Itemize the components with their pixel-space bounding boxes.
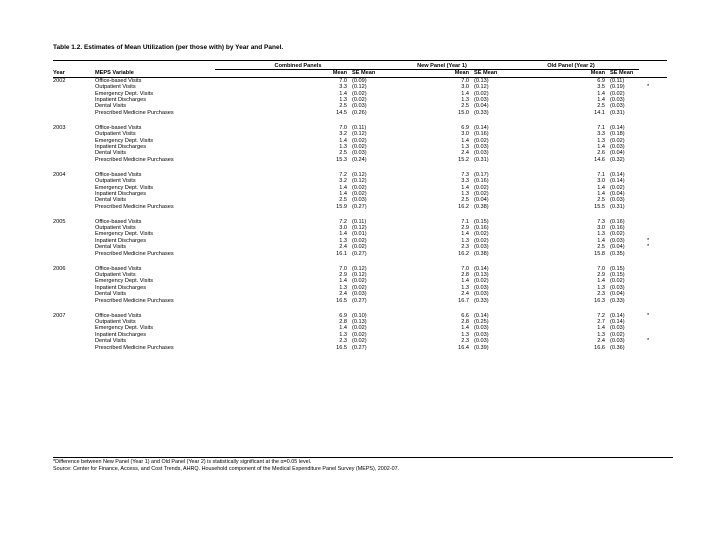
- old-panel-mean-cell: 3.5: [597, 84, 605, 91]
- source-footnote: Source: Center for Finance, Access, and Cost Trends, AHRQ. Household component of the Medical Expenditure Panel Survey (MEPS), 2002-07.: [53, 465, 400, 472]
- table-row: [53, 77, 667, 84]
- combined-mean-cell: 3.0: [339, 225, 347, 232]
- new-panel-mean-cell: 3.0: [461, 84, 469, 91]
- old-panel-se-cell: (0.36): [610, 344, 625, 351]
- new-panel-se-cell: (0.03): [474, 331, 489, 338]
- year-cell: 2007: [53, 312, 66, 319]
- old-panel-mean-cell: 2.7: [597, 318, 605, 325]
- new-panel-mean-cell: 15.2: [458, 156, 469, 163]
- new-panel-mean-cell: 1.4: [461, 137, 469, 144]
- new-panel-mean-cell: 1.4: [461, 278, 469, 285]
- variable-cell: Prescribed Medicine Purchases: [95, 156, 174, 163]
- new-panel-se-cell: (0.38): [474, 203, 489, 210]
- new-panel-se-cell: (0.03): [474, 291, 489, 298]
- new-panel-mean-cell: 6.9: [461, 124, 469, 131]
- old-panel-mean-cell: 2.5: [597, 103, 605, 110]
- variable-cell: Inpatient Discharges: [95, 284, 146, 291]
- combined-se-cell: (0.02): [352, 237, 367, 244]
- old-panel-mean-cell: 6.9: [597, 77, 605, 84]
- year-group-spacer: [53, 116, 667, 125]
- year-cell: 2006: [53, 265, 66, 272]
- new-panel-se-cell: (0.03): [474, 143, 489, 150]
- significance-marker: [639, 345, 667, 351]
- variable-cell: Dental Visits: [95, 338, 126, 345]
- new-panel-se-cell: (0.02): [474, 137, 489, 144]
- old-panel-se-cell: (0.11): [610, 77, 625, 84]
- old-panel-mean-cell: 3.0: [597, 225, 605, 232]
- old-panel-se-cell: (0.02): [610, 331, 625, 338]
- significance-marker: *: [647, 312, 650, 319]
- new-panel-mean-cell: 2.4: [461, 291, 469, 298]
- combined-mean-cell: 1.4: [339, 137, 347, 144]
- variable-cell: Outpatient Visits: [95, 225, 136, 232]
- old-panel-se-cell: (0.03): [610, 143, 625, 150]
- combined-se-cell: (0.02): [352, 90, 367, 97]
- new-panel-mean-cell: 1.3: [461, 190, 469, 197]
- combined-se-cell: (0.12): [352, 178, 367, 185]
- new-panel-se-cell: (0.16): [474, 131, 489, 138]
- variable-cell: Dental Visits: [95, 291, 126, 298]
- old-panel-mean-cell: 2.5: [597, 197, 605, 204]
- old-panel-mean-cell: 1.4: [597, 90, 605, 97]
- col-header-mean: Mean: [441, 70, 469, 77]
- old-panel-mean-cell: 7.3: [597, 218, 605, 225]
- combined-se-cell: (0.09): [352, 77, 367, 84]
- variable-cell: Prescribed Medicine Purchases: [95, 297, 174, 304]
- variable-cell: Office-based Visits: [95, 171, 142, 178]
- new-panel-se-cell: (0.16): [474, 178, 489, 185]
- old-panel-mean-cell: 15.5: [594, 203, 605, 210]
- combined-se-cell: (0.12): [352, 265, 367, 272]
- combined-se-cell: (0.02): [352, 190, 367, 197]
- old-panel-mean-cell: 1.4: [597, 278, 605, 285]
- old-panel-se-cell: (0.32): [610, 156, 625, 163]
- combined-mean-cell: 14.5: [336, 109, 347, 116]
- new-panel-mean-cell: 1.3: [461, 331, 469, 338]
- variable-cell: Dental Visits: [95, 244, 126, 251]
- old-panel-se-cell: (0.03): [610, 103, 625, 110]
- old-panel-mean-cell: 1.4: [597, 190, 605, 197]
- new-panel-mean-cell: 1.4: [461, 231, 469, 238]
- variable-cell: Outpatient Visits: [95, 131, 136, 138]
- col-header-mean: Mean: [577, 70, 605, 77]
- combined-mean-cell: 3.3: [339, 84, 347, 91]
- old-panel-mean-cell: 1.4: [597, 237, 605, 244]
- new-panel-se-cell: (0.13): [474, 271, 489, 278]
- year-cell: 2002: [53, 77, 66, 84]
- new-panel-se-cell: (0.03): [474, 150, 489, 157]
- old-panel-se-cell: (0.14): [610, 312, 625, 319]
- combined-mean-cell: 2.9: [339, 271, 347, 278]
- combined-se-cell: (0.02): [352, 184, 367, 191]
- combined-mean-cell: 7.0: [339, 124, 347, 131]
- new-panel-se-cell: (0.15): [474, 218, 489, 225]
- new-panel-mean-cell: 2.3: [461, 244, 469, 251]
- old-panel-se-cell: (0.15): [610, 271, 625, 278]
- old-panel-mean-cell: 16.6: [594, 344, 605, 351]
- combined-se-cell: (0.02): [352, 338, 367, 345]
- old-panel-se-cell: (0.03): [610, 197, 625, 204]
- significance-marker: *: [647, 84, 650, 91]
- year-group-spacer: [53, 304, 667, 313]
- col-header-se-mean: SE Mean: [605, 70, 639, 77]
- combined-mean-cell: 3.2: [339, 131, 347, 138]
- combined-se-cell: (0.03): [352, 291, 367, 298]
- old-panel-se-cell: (0.14): [610, 178, 625, 185]
- variable-cell: Office-based Visits: [95, 124, 142, 131]
- old-panel-se-cell: (0.31): [610, 109, 625, 116]
- table-body: [53, 77, 667, 351]
- old-panel-mean-cell: 2.3: [597, 291, 605, 298]
- combined-se-cell: (0.13): [352, 318, 367, 325]
- year-group-spacer: [53, 257, 667, 266]
- new-panel-se-cell: (0.14): [474, 124, 489, 131]
- new-panel-mean-cell: 2.5: [461, 197, 469, 204]
- old-panel-se-cell: (0.03): [610, 284, 625, 291]
- variable-cell: Inpatient Discharges: [95, 143, 146, 150]
- table-title: Table 1.2. Estimates of Mean Utilization (per those with) by Year and Panel.: [53, 44, 284, 51]
- combined-mean-cell: 2.5: [339, 197, 347, 204]
- new-panel-se-cell: (0.03): [474, 97, 489, 104]
- new-panel-se-cell: (0.02): [474, 90, 489, 97]
- variable-cell: Inpatient Discharges: [95, 190, 146, 197]
- new-panel-mean-cell: 7.0: [461, 265, 469, 272]
- combined-mean-cell: 1.4: [339, 231, 347, 238]
- new-panel-se-cell: (0.17): [474, 171, 489, 178]
- new-panel-mean-cell: 7.1: [461, 218, 469, 225]
- old-panel-mean-cell: 7.0: [597, 265, 605, 272]
- old-panel-mean-cell: 14.1: [594, 109, 605, 116]
- old-panel-se-cell: (0.03): [610, 325, 625, 332]
- year-group-spacer: [53, 163, 667, 172]
- combined-mean-cell: 1.3: [339, 237, 347, 244]
- old-panel-mean-cell: 1.3: [597, 284, 605, 291]
- new-panel-mean-cell: 1.3: [461, 97, 469, 104]
- variable-cell: Office-based Visits: [95, 77, 142, 84]
- new-panel-se-cell: (0.14): [474, 265, 489, 272]
- year-cell: 2004: [53, 171, 66, 178]
- new-panel-se-cell: (0.03): [474, 325, 489, 332]
- old-panel-se-cell: (0.14): [610, 171, 625, 178]
- combined-se-cell: (0.03): [352, 103, 367, 110]
- new-panel-se-cell: (0.03): [474, 338, 489, 345]
- combined-se-cell: (0.12): [352, 171, 367, 178]
- significance-footnote: *Difference between New Panel (Year 1) and Old Panel (Year 2) is statistically significant at the α=0.05 level.: [53, 459, 312, 465]
- new-panel-se-cell: (0.03): [474, 244, 489, 251]
- combined-mean-cell: 2.5: [339, 150, 347, 157]
- variable-cell: Office-based Visits: [95, 312, 142, 319]
- old-panel-mean-cell: 15.8: [594, 250, 605, 257]
- old-panel-mean-cell: 1.4: [597, 143, 605, 150]
- variable-cell: Emergency Dept. Visits: [95, 325, 154, 332]
- old-panel-se-cell: (0.04): [610, 190, 625, 197]
- combined-se-cell: (0.11): [352, 124, 367, 131]
- new-panel-se-cell: (0.25): [474, 318, 489, 325]
- old-panel-mean-cell: 1.3: [597, 231, 605, 238]
- new-panel-mean-cell: 1.3: [461, 143, 469, 150]
- old-panel-se-cell: (0.35): [610, 250, 625, 257]
- combined-se-cell: (0.27): [352, 297, 367, 304]
- new-panel-mean-cell: 3.0: [461, 131, 469, 138]
- variable-cell: Inpatient Discharges: [95, 331, 146, 338]
- old-panel-mean-cell: 7.1: [597, 171, 605, 178]
- new-panel-se-cell: (0.03): [474, 284, 489, 291]
- combined-mean-cell: 1.4: [339, 325, 347, 332]
- old-panel-mean-cell: 1.4: [597, 184, 605, 191]
- old-panel-se-cell: (0.03): [610, 237, 625, 244]
- col-header-year: Year: [53, 70, 95, 77]
- old-panel-se-cell: (0.19): [610, 84, 625, 91]
- combined-se-cell: (0.27): [352, 344, 367, 351]
- new-panel-se-cell: (0.04): [474, 103, 489, 110]
- variable-cell: Prescribed Medicine Purchases: [95, 109, 174, 116]
- table-row: [53, 345, 667, 351]
- old-panel-se-cell: (0.02): [610, 184, 625, 191]
- new-panel-se-cell: (0.38): [474, 250, 489, 257]
- year-cell: 2003: [53, 124, 66, 131]
- combined-se-cell: (0.10): [352, 312, 367, 319]
- old-panel-se-cell: (0.16): [610, 225, 625, 232]
- old-panel-se-cell: (0.33): [610, 297, 625, 304]
- old-panel-se-cell: (0.14): [610, 124, 625, 131]
- footnotes: [53, 457, 673, 472]
- group-header-combined: Combined Panels: [215, 63, 381, 70]
- new-panel-mean-cell: 16.2: [458, 250, 469, 257]
- old-panel-mean-cell: 3.0: [597, 178, 605, 185]
- new-panel-mean-cell: 2.5: [461, 103, 469, 110]
- old-panel-se-cell: (0.04): [610, 291, 625, 298]
- new-panel-mean-cell: 2.9: [461, 225, 469, 232]
- combined-mean-cell: 7.0: [339, 77, 347, 84]
- group-header-old-panel: Old Panel (Year 2): [503, 63, 639, 70]
- old-panel-mean-cell: 1.3: [597, 137, 605, 144]
- combined-mean-cell: 7.0: [339, 265, 347, 272]
- combined-mean-cell: 15.3: [336, 156, 347, 163]
- new-panel-mean-cell: 16.4: [458, 344, 469, 351]
- combined-se-cell: (0.02): [352, 331, 367, 338]
- old-panel-se-cell: (0.04): [610, 150, 625, 157]
- old-panel-se-cell: (0.02): [610, 90, 625, 97]
- old-panel-se-cell: (0.03): [610, 338, 625, 345]
- combined-mean-cell: 16.5: [336, 297, 347, 304]
- new-panel-mean-cell: 2.8: [461, 271, 469, 278]
- combined-mean-cell: 2.8: [339, 318, 347, 325]
- variable-cell: Outpatient Visits: [95, 178, 136, 185]
- col-header-mean: Mean: [319, 70, 347, 77]
- new-panel-mean-cell: 1.3: [461, 237, 469, 244]
- new-panel-se-cell: (0.12): [474, 84, 489, 91]
- old-panel-mean-cell: 3.3: [597, 131, 605, 138]
- new-panel-se-cell: (0.13): [474, 77, 489, 84]
- old-panel-mean-cell: 1.4: [597, 97, 605, 104]
- new-panel-mean-cell: 15.0: [458, 109, 469, 116]
- combined-se-cell: (0.02): [352, 143, 367, 150]
- new-panel-mean-cell: 1.4: [461, 184, 469, 191]
- col-header-variable: MEPS Variable: [95, 70, 215, 77]
- combined-se-cell: (0.02): [352, 278, 367, 285]
- old-panel-mean-cell: 14.6: [594, 156, 605, 163]
- year-cell: [53, 345, 95, 351]
- variable-cell: Office-based Visits: [95, 218, 142, 225]
- new-panel-se-cell: (0.04): [474, 197, 489, 204]
- old-panel-se-cell: (0.14): [610, 318, 625, 325]
- old-panel-mean-cell: 1.3: [597, 331, 605, 338]
- combined-se-cell: (0.02): [352, 137, 367, 144]
- combined-mean-cell: 7.2: [339, 218, 347, 225]
- new-panel-mean-cell: 16.2: [458, 203, 469, 210]
- variable-cell: Emergency Dept. Visits: [95, 231, 154, 238]
- variable-cell: Dental Visits: [95, 150, 126, 157]
- old-panel-se-cell: (0.31): [610, 203, 625, 210]
- variable-cell: Emergency Dept. Visits: [95, 137, 154, 144]
- combined-se-cell: (0.26): [352, 109, 367, 116]
- combined-se-cell: (0.02): [352, 325, 367, 332]
- new-panel-mean-cell: 3.3: [461, 178, 469, 185]
- new-panel-se-cell: (0.02): [474, 190, 489, 197]
- variable-cell: Prescribed Medicine Purchases: [95, 203, 174, 210]
- combined-mean-cell: 1.4: [339, 184, 347, 191]
- combined-mean-cell: 1.3: [339, 143, 347, 150]
- old-panel-mean-cell: 2.4: [597, 338, 605, 345]
- new-panel-mean-cell: 1.4: [461, 90, 469, 97]
- col-header-se-mean: SE Mean: [469, 70, 503, 77]
- combined-se-cell: (0.03): [352, 150, 367, 157]
- combined-mean-cell: 2.5: [339, 103, 347, 110]
- new-panel-mean-cell: 7.0: [461, 77, 469, 84]
- combined-se-cell: (0.12): [352, 131, 367, 138]
- combined-mean-cell: 6.9: [339, 312, 347, 319]
- combined-se-cell: (0.11): [352, 218, 367, 225]
- combined-mean-cell: 2.3: [339, 338, 347, 345]
- variable-cell: Prescribed Medicine Purchases: [95, 250, 174, 257]
- variable-cell: Outpatient Visits: [95, 318, 136, 325]
- old-panel-se-cell: (0.02): [610, 278, 625, 285]
- new-panel-se-cell: (0.39): [474, 344, 489, 351]
- new-panel-se-cell: (0.31): [474, 156, 489, 163]
- combined-mean-cell: 7.2: [339, 171, 347, 178]
- old-panel-mean-cell: 2.6: [597, 150, 605, 157]
- old-panel-se-cell: (0.16): [610, 218, 625, 225]
- combined-mean-cell: 16.5: [336, 344, 347, 351]
- col-header-se-mean: SE Mean: [347, 70, 381, 77]
- new-panel-se-cell: (0.02): [474, 231, 489, 238]
- combined-se-cell: (0.27): [352, 250, 367, 257]
- old-panel-se-cell: (0.03): [610, 97, 625, 104]
- combined-se-cell: (0.24): [352, 156, 367, 163]
- new-panel-se-cell: (0.14): [474, 312, 489, 319]
- variable-cell: Emergency Dept. Visits: [95, 278, 154, 285]
- new-panel-se-cell: (0.16): [474, 225, 489, 232]
- variable-cell: Outpatient Visits: [95, 271, 136, 278]
- old-panel-mean-cell: 16.3: [594, 297, 605, 304]
- combined-mean-cell: 2.4: [339, 291, 347, 298]
- combined-se-cell: (0.12): [352, 84, 367, 91]
- combined-mean-cell: 1.4: [339, 278, 347, 285]
- variable-cell: Inpatient Discharges: [95, 237, 146, 244]
- significance-marker: *: [647, 338, 650, 345]
- utilization-table: [53, 60, 667, 351]
- variable-cell: Emergency Dept. Visits: [95, 184, 154, 191]
- variable-cell: Outpatient Visits: [95, 84, 136, 91]
- new-panel-mean-cell: 1.4: [461, 325, 469, 332]
- combined-mean-cell: 16.1: [336, 250, 347, 257]
- new-panel-mean-cell: 7.3: [461, 171, 469, 178]
- significance-marker: *: [647, 237, 650, 244]
- year-group-spacer: [53, 210, 667, 219]
- combined-se-cell: (0.01): [352, 231, 367, 238]
- combined-se-cell: (0.02): [352, 244, 367, 251]
- old-panel-se-cell: (0.04): [610, 244, 625, 251]
- new-panel-mean-cell: 2.3: [461, 338, 469, 345]
- new-panel-mean-cell: 2.8: [461, 318, 469, 325]
- old-panel-mean-cell: 7.1: [597, 124, 605, 131]
- variable-cell: Inpatient Discharges: [95, 97, 146, 104]
- new-panel-se-cell: (0.02): [474, 278, 489, 285]
- combined-mean-cell: 3.2: [339, 178, 347, 185]
- variable-cell: Prescribed Medicine Purchases: [95, 344, 174, 351]
- variable-cell: Dental Visits: [95, 197, 126, 204]
- new-panel-mean-cell: 2.4: [461, 150, 469, 157]
- new-panel-se-cell: (0.02): [474, 184, 489, 191]
- combined-mean-cell: 15.9: [336, 203, 347, 210]
- significance-marker: [639, 77, 667, 84]
- combined-mean-cell: 1.4: [339, 90, 347, 97]
- combined-mean-cell: 2.4: [339, 244, 347, 251]
- variable-cell: Emergency Dept. Visits: [95, 90, 154, 97]
- combined-se-cell: (0.12): [352, 225, 367, 232]
- significance-marker: *: [647, 244, 650, 251]
- combined-mean-cell: 1.3: [339, 331, 347, 338]
- old-panel-se-cell: (0.02): [610, 231, 625, 238]
- old-panel-se-cell: (0.15): [610, 265, 625, 272]
- old-panel-se-cell: (0.02): [610, 137, 625, 144]
- combined-se-cell: (0.02): [352, 284, 367, 291]
- new-panel-se-cell: (0.33): [474, 297, 489, 304]
- new-panel-mean-cell: 6.6: [461, 312, 469, 319]
- combined-mean-cell: 1.3: [339, 284, 347, 291]
- old-panel-mean-cell: 2.5: [597, 244, 605, 251]
- new-panel-mean-cell: 1.3: [461, 284, 469, 291]
- variable-cell: Dental Visits: [95, 103, 126, 110]
- new-panel-se-cell: (0.02): [474, 237, 489, 244]
- new-panel-se-cell: (0.33): [474, 109, 489, 116]
- old-panel-mean-cell: 1.4: [597, 325, 605, 332]
- year-cell: 2005: [53, 218, 66, 225]
- group-header-new-panel: New Panel (Year 1): [381, 63, 503, 70]
- combined-se-cell: (0.02): [352, 97, 367, 104]
- new-panel-mean-cell: 16.7: [458, 297, 469, 304]
- old-panel-se-cell: (0.18): [610, 131, 625, 138]
- old-panel-mean-cell: 7.2: [597, 312, 605, 319]
- combined-se-cell: (0.12): [352, 271, 367, 278]
- combined-mean-cell: 1.3: [339, 97, 347, 104]
- variable-cell: Office-based Visits: [95, 265, 142, 272]
- old-panel-mean-cell: 2.9: [597, 271, 605, 278]
- combined-mean-cell: 1.4: [339, 190, 347, 197]
- combined-se-cell: (0.27): [352, 203, 367, 210]
- combined-se-cell: (0.03): [352, 197, 367, 204]
